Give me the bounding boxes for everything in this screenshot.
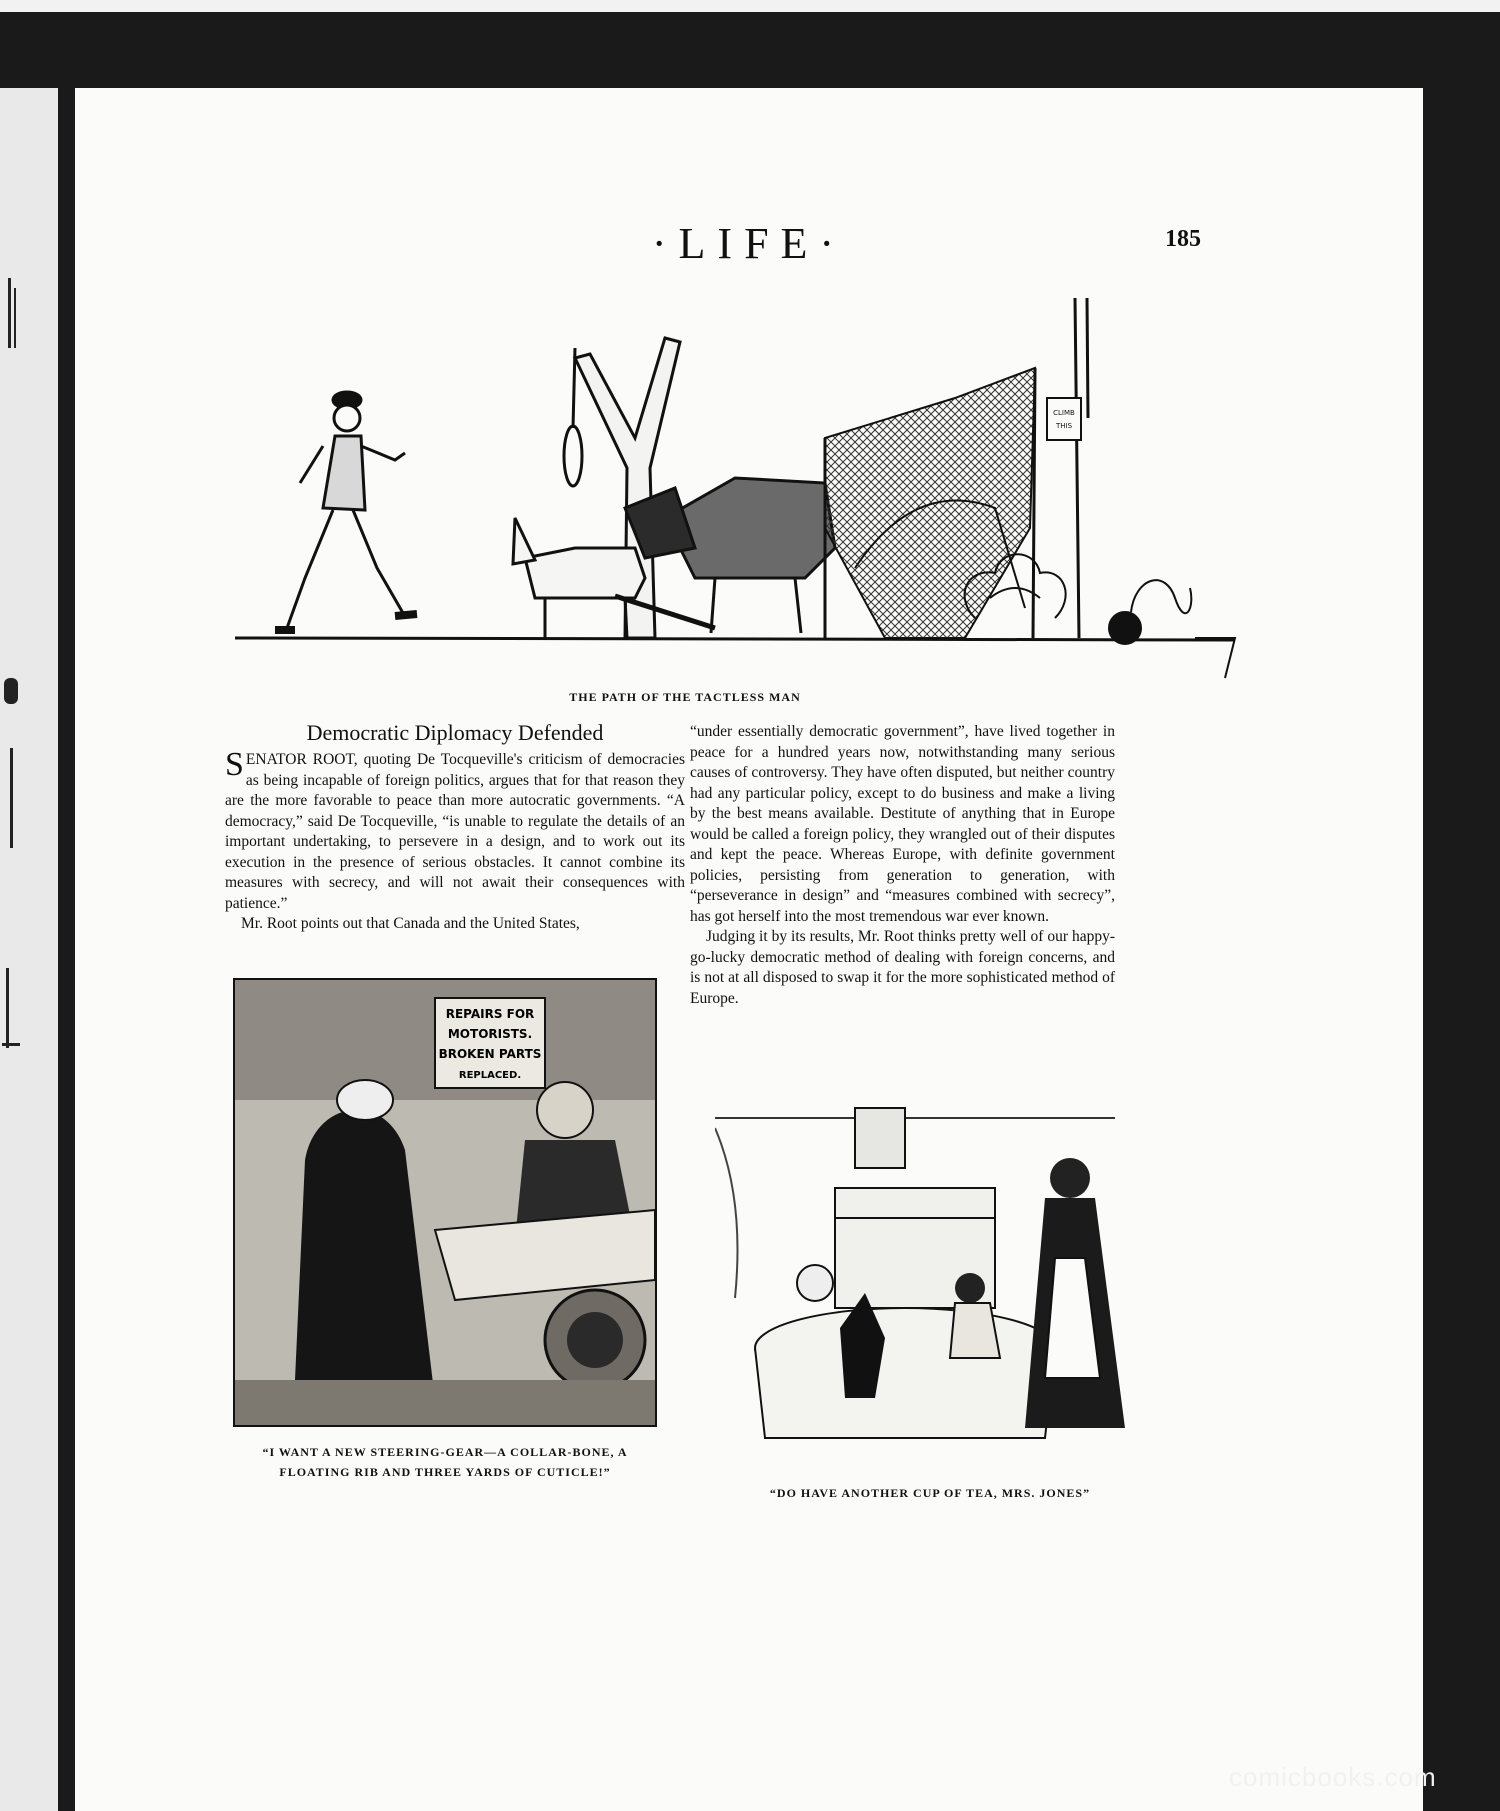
article-paragraph-1: SENATOR ROOT, quoting De Tocqueville's criticism of democracies as being incapable of foreign politics, argues that for that reason they are the more favorable to peace than more autocratic governments. “A democracy,” said De Tocqueville, “is unable to regulate the details of an important undertaking, to persevere in a design, and to work out its execution in the presence of serious obstacles. It cannot combine its measures with secrecy, and will not await their consequences with patience.” [225, 746, 685, 912]
tactless-man-cartoon [195, 278, 1315, 698]
girl-figure [955, 1273, 985, 1303]
scan-top-strip [0, 0, 1500, 12]
adjacent-page-edge [0, 88, 58, 1811]
climb-sign-line2: THIS [1055, 422, 1073, 430]
repair-sign-line1: REPAIRS FOR [445, 1007, 535, 1021]
walking-man-figure [275, 392, 417, 630]
top-cartoon-caption: THE PATH OF THE TACTLESS MAN [569, 690, 801, 704]
repair-shop-illustration [233, 978, 657, 1427]
article-title: Democratic Diplomacy Defended [306, 720, 604, 745]
climb-pole [1047, 298, 1088, 638]
article-paragraph-2: Mr. Root points out that Canada and the United States, [241, 915, 580, 932]
watermark: comicbooks.com [1229, 1762, 1437, 1792]
magazine-page [75, 88, 1423, 1811]
bottom-left-caption-line2: FLOATING RIB AND THREE YARDS OF CUTICLE!” [279, 1465, 611, 1479]
article-right-column [690, 722, 1115, 1009]
repair-sign-line3: BROKEN PARTS [438, 1047, 542, 1061]
article-left-column [225, 746, 685, 935]
article-paragraph-4: Judging it by its results, Mr. Root thinks pretty well of our happy-go-lucky democratic method of dealing with foreign concerns, and is not at all disposed to swap it for the more sophisticated method of Europe. [690, 928, 1115, 1007]
bottom-right-caption: “DO HAVE ANOTHER CUP OF TEA, MRS. JONES” [769, 1486, 1091, 1500]
bomb-figure [1109, 580, 1191, 644]
shopkeeper-figure [537, 1082, 593, 1138]
bottom-left-caption-line1: “I WANT A NEW STEERING-GEAR—A COLLAR-BONE, A [262, 1445, 628, 1459]
masthead: ·LIFE· [651, 219, 847, 268]
repair-sign-line2: MOTORISTS. [447, 1027, 533, 1041]
drop-cap: S [225, 746, 244, 783]
page-number: 185 [1165, 226, 1201, 252]
article-paragraph-3: “under essentially democratic government”, have lived together in peace for a hundred years now, notwithstanding many serious causes of controversy. They have often disputed, but neither country had any particular policy, except to do business and make a living by the best means available. Destitute of anything that in Europe would be called a foreign policy, they wrangled out of their disputes and kept the peace. Whereas Europe, with definite government policies, persisting from generation to generation, with “perseverance in design” and “measures combined with secrecy”, has got herself into the most tremendous war ever known. [690, 723, 1115, 925]
maid-figure [1050, 1158, 1090, 1198]
bottom-left-caption [195, 1442, 695, 1482]
repair-sign-line4: REPLACED. [458, 1070, 522, 1081]
net-figure [825, 368, 1035, 638]
tea-party-illustration [715, 1098, 1135, 1468]
dog-figure [797, 1265, 833, 1301]
climb-sign-line1: CLIMB [1053, 409, 1075, 417]
